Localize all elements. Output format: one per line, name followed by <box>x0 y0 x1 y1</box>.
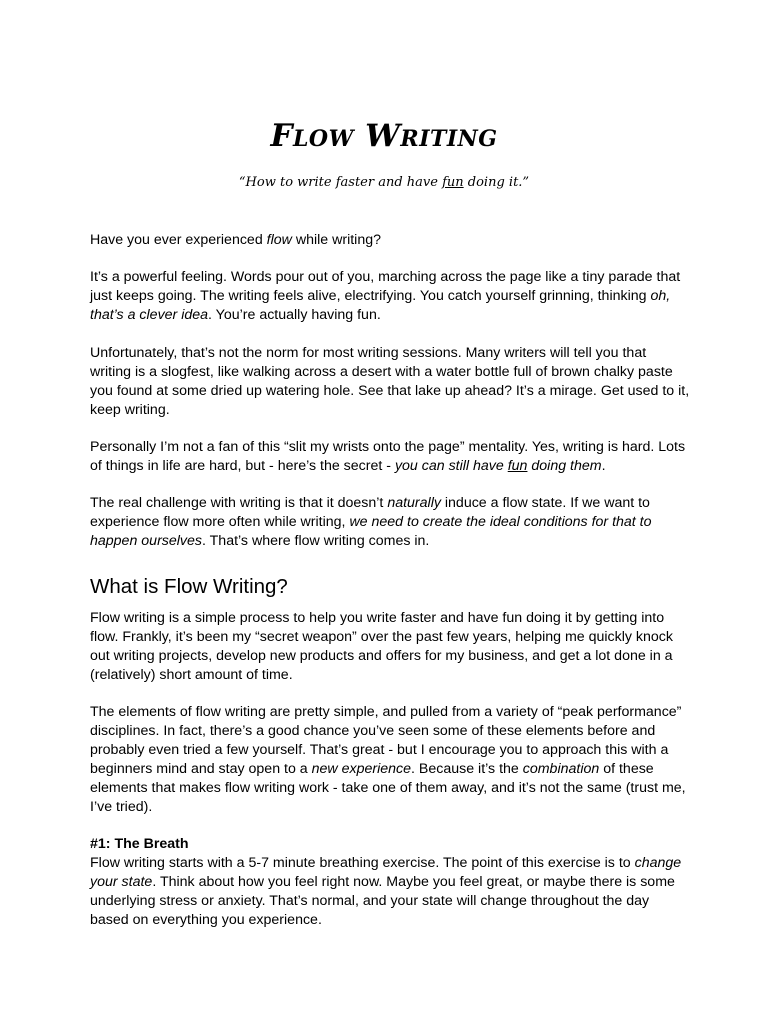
subheading-the-breath: #1: The Breath <box>90 836 189 852</box>
paragraph-intro-question: Have you ever experienced flow while writing? <box>90 232 382 248</box>
paragraph-definition: Flow writing is a simple process to help you write faster and have fun doing it by getting into flow. Frankly, it’s been my “secret weapon” over the past few years, helping me quickly knock out writing projects, develop new products and offers for my business, and get a lot done in a (relatively) short amount of time. <box>90 610 673 683</box>
paragraph-elements: The elements of flow writing are pretty simple, and pulled from a variety of “peak performance” disciplines. In fact, there’s a good chance you’ve seen some of these elements before and probably even tried a few yourself. That’s great - but I encourage you to approach this with a beginners mind and stay open to a new experience. Because it’s the combination of these elements that makes flow writing work - take one of them away, and it’s not the same (trust me, I’ve tried). <box>90 704 686 815</box>
paragraph-slogfest: Unfortunately, that’s not the norm for most writing sessions. Many writers will tell you that writing is a slogfest, like walking across a desert with a water bottle full of brown chalky paste you found at some dried up watering hole. See that lake up ahead? It’s a mirage. Get used to it, keep writing. <box>90 345 690 418</box>
document-title: Flow Writing <box>270 118 498 154</box>
document-subtitle: “How to write faster and have fun doing it.” <box>238 175 530 190</box>
paragraph-secret: Personally I’m not a fan of this “slit my wrists onto the page” mentality. Yes, writing is hard. Lots of things in life are hard, but - here’s the secret - you can still have fun doing them. <box>90 439 686 474</box>
paragraph-real-challenge: The real challenge with writing is that it doesn’t naturally induce a flow state. If we want to experience flow more often while writing, we need to create the ideal conditions for that to happen ourselves. That’s where flow writing comes in. <box>90 495 652 549</box>
section-heading-what-is-flow-writing: What is Flow Writing? <box>90 575 288 598</box>
paragraph-powerful-feeling: It’s a powerful feeling. Words pour out of you, marching across the page like a tiny parade that just keeps going. The writing feels alive, electrifying. You catch yourself grinning, thinking oh, that’s a clever idea. You’re actually having fun. <box>90 269 681 323</box>
subtitle-underlined-word: fun <box>442 175 464 190</box>
paragraph-the-breath: Flow writing starts with a 5-7 minute breathing exercise. The point of this exercise is to change your state. Think about how you feel right now. Maybe you feel great, or maybe there is some underlying stress or anxiety. That’s normal, and your state will change throughout the day based on everything you experience. <box>90 855 682 928</box>
